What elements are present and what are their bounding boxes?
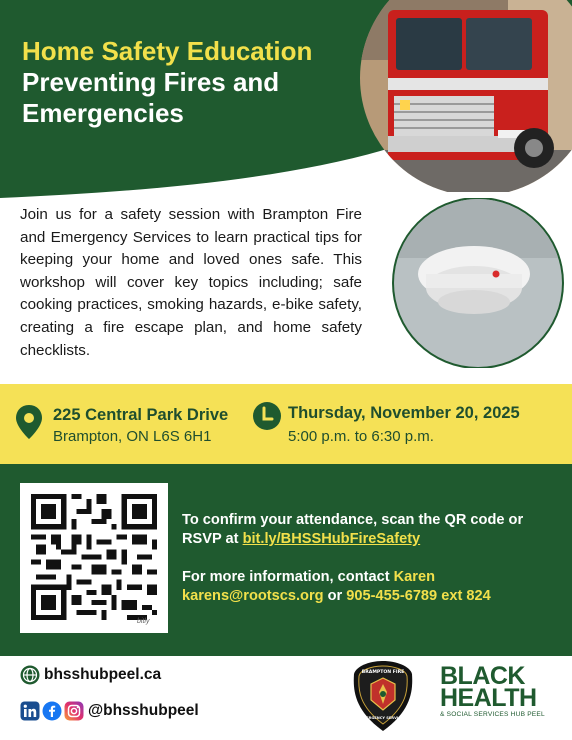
footer-website[interactable]: [20, 665, 161, 685]
event-date: Thursday, November 20, 2025: [288, 404, 520, 422]
contact-info: [182, 568, 562, 606]
badge-top-text: BRAMPTON FIRE: [361, 670, 405, 675]
page-title: [22, 36, 362, 129]
black-health-logo: [440, 662, 566, 718]
rsvp-instructions: [182, 511, 562, 549]
footer-social: [20, 701, 199, 721]
contact-joiner: or: [323, 588, 347, 604]
rsvp-text: To confirm your attendance, scan the QR code or RSVP at: [182, 512, 524, 547]
contact-email[interactable]: karens@rootscs.org: [182, 588, 324, 604]
globe-icon: [20, 665, 40, 685]
linkedin-icon[interactable]: [20, 701, 40, 721]
contact-prefix: For more information, contact: [182, 569, 394, 585]
qr-code[interactable]: [31, 494, 157, 620]
location-pin-icon: [14, 404, 44, 440]
logo-line-2: HEALTH: [440, 684, 537, 712]
title-line-2: Preventing Fires and: [22, 67, 280, 97]
logo-line-1: BLACK: [440, 662, 525, 690]
facebook-icon[interactable]: [42, 701, 62, 721]
brampton-fire-badge: [352, 660, 414, 732]
website-url[interactable]: bhsshubpeel.ca: [44, 666, 162, 683]
fire-truck-photo: [358, 0, 572, 192]
event-city: Brampton, ON L6S 6H1: [53, 428, 212, 445]
smoke-detector-photo: [378, 198, 572, 368]
contact-phone[interactable]: 905-455-6789 ext 824: [346, 588, 491, 604]
social-handle[interactable]: @bhsshubpeel: [88, 702, 199, 719]
title-line-1: Home Safety Education: [22, 36, 313, 66]
rsvp-link[interactable]: bit.ly/BHSSHubFireSafety: [242, 531, 421, 547]
contact-name: Karen: [393, 569, 435, 585]
clock-icon: [252, 401, 282, 431]
qr-credit: bitly: [137, 618, 150, 625]
intro-paragraph: Join us for a safety session with Brampton Fire and Emergency Services to learn practical tips for keeping your home and loved ones safe. This workshop will cover key topics including; safe cooking practices, smoking hazards, e-bike safety, creating a fire escape plan, and home safety checklists.: [20, 206, 362, 359]
event-time: 5:00 p.m. to 6:30 p.m.: [288, 428, 434, 445]
badge-bottom-text: EMERGENCY SERVICES: [360, 716, 406, 720]
logo-line-3: & SOCIAL SERVICES HUB PEEL: [440, 711, 545, 718]
instagram-icon[interactable]: [64, 701, 84, 721]
title-line-3: Emergencies: [22, 98, 184, 128]
event-address: 225 Central Park Drive: [53, 406, 229, 424]
